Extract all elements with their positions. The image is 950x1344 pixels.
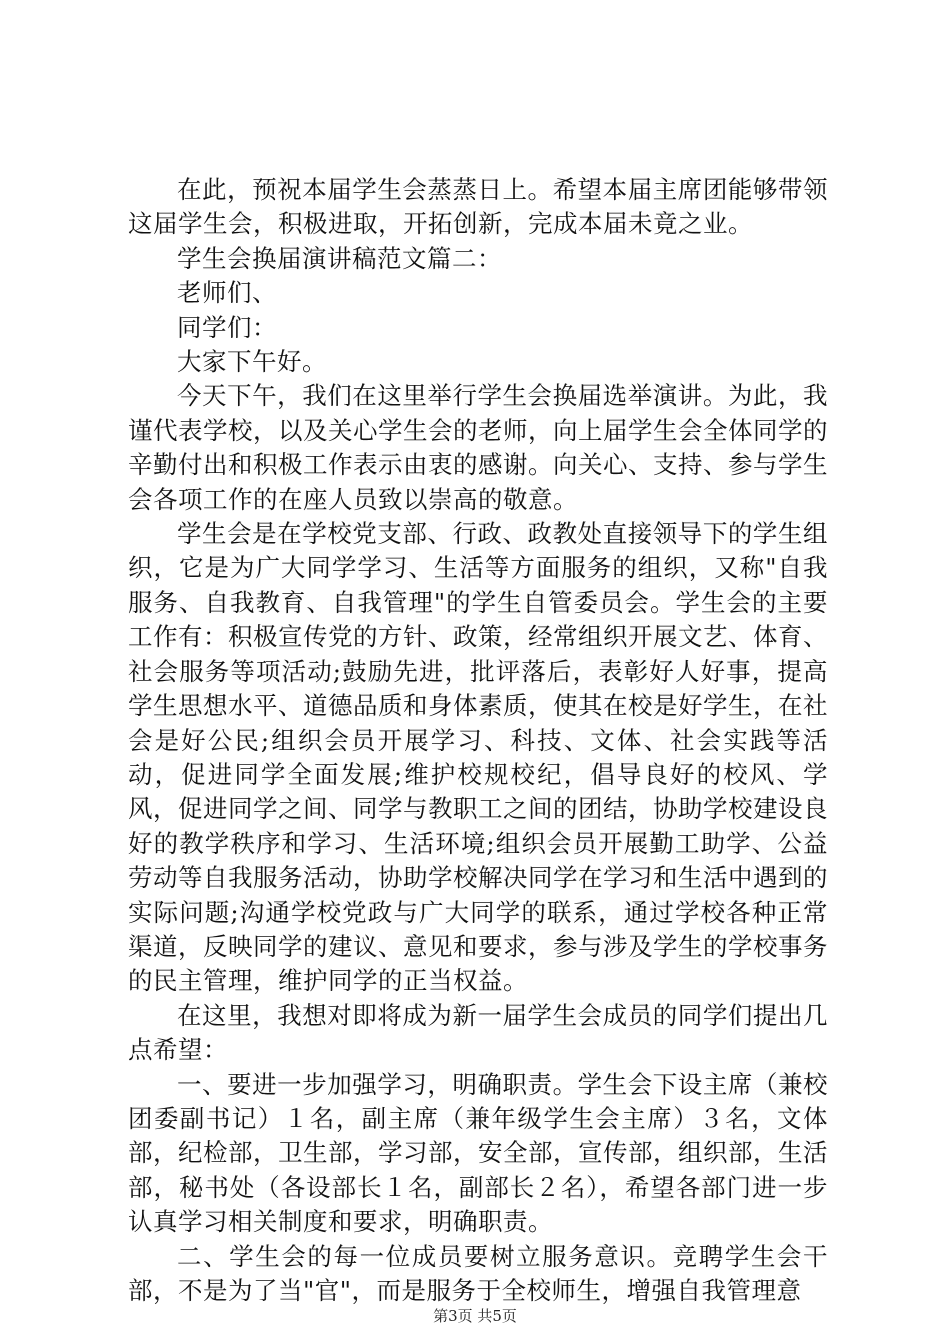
- paragraph: 在这里，我想对即将成为新一届学生会成员的同学们提出几点希望：: [128, 1000, 828, 1065]
- page-footer: [0, 1306, 950, 1326]
- paragraph: 学生会是在学校党支部、行政、政教处直接领导下的学生组织，它是为广大同学学习、生活等方面服务的组织，又称"自我服务、自我教育、自我管理"的学生自管委员会。学生会的主要工作有：积极宣传党的方针、政策，经常组织开展文艺、体育、社会服务等项活动;鼓励先进，批评落后，表彰好人好事，提高学生思想水平、道德品质和身体素质，使其在校是好学生，在社会是好公民;组织会员开展学习、科技、文体、社会实践等活动，促进同学全面发展;维护校规校纪，倡导良好的校风、学风，促进同学之间、同学与教职工之间的团结，协助学校建设良好的教学秩序和学习、生活环境;组织会员开展勤工助学、公益劳动等自我服务活动，协助学校解决同学在学习和生活中遇到的实际问题;沟通学校党政与广大同学的联系，通过学校各种正常渠道，反映同学的建议、意见和要求，参与涉及学生的学校事务的民主管理，维护同学的正当权益。: [128, 519, 828, 996]
- salutation-students: 同学们：: [177, 312, 277, 342]
- document-body: [128, 173, 828, 1308]
- page-number: 第3页 共5页: [433, 1307, 517, 1325]
- paragraph: 在此，预祝本届学生会蒸蒸日上。希望本届主席团能够带领这届学生会，积极进取，开拓创新，完成本届未竟之业。: [128, 175, 828, 239]
- paragraph: 一、要进一步加强学习，明确职责。学生会下设主席（兼校团委副书记）１名，副主席（兼年级学生会主席）３名，文体部，纪检部，卫生部，学习部，安全部，宣传部，组织部，生活部，秘书处（各设部长１名，副部长２名），希望各部门进一步认真学习相关制度和要求，明确职责。: [128, 1069, 828, 1237]
- paragraph: 今天下午，我们在这里举行学生会换届选举演讲。为此，我谨代表学校，以及关心学生会的老师，向上届学生会全体同学的辛勤付出和积极工作表示由衷的感谢。向关心、支持、参与学生会各项工作的在座人员致以崇高的敬意。: [128, 381, 828, 514]
- section-title: 学生会换届演讲稿范文篇二：: [177, 243, 502, 273]
- salutation-teachers: 老师们、: [177, 278, 277, 308]
- paragraph: 二、学生会的每一位成员要树立服务意识。竞聘学生会干部，不是为了当"官"，而是服务于全校师生，增强自我管理意: [128, 1241, 828, 1305]
- greeting: 大家下午好。: [177, 347, 327, 377]
